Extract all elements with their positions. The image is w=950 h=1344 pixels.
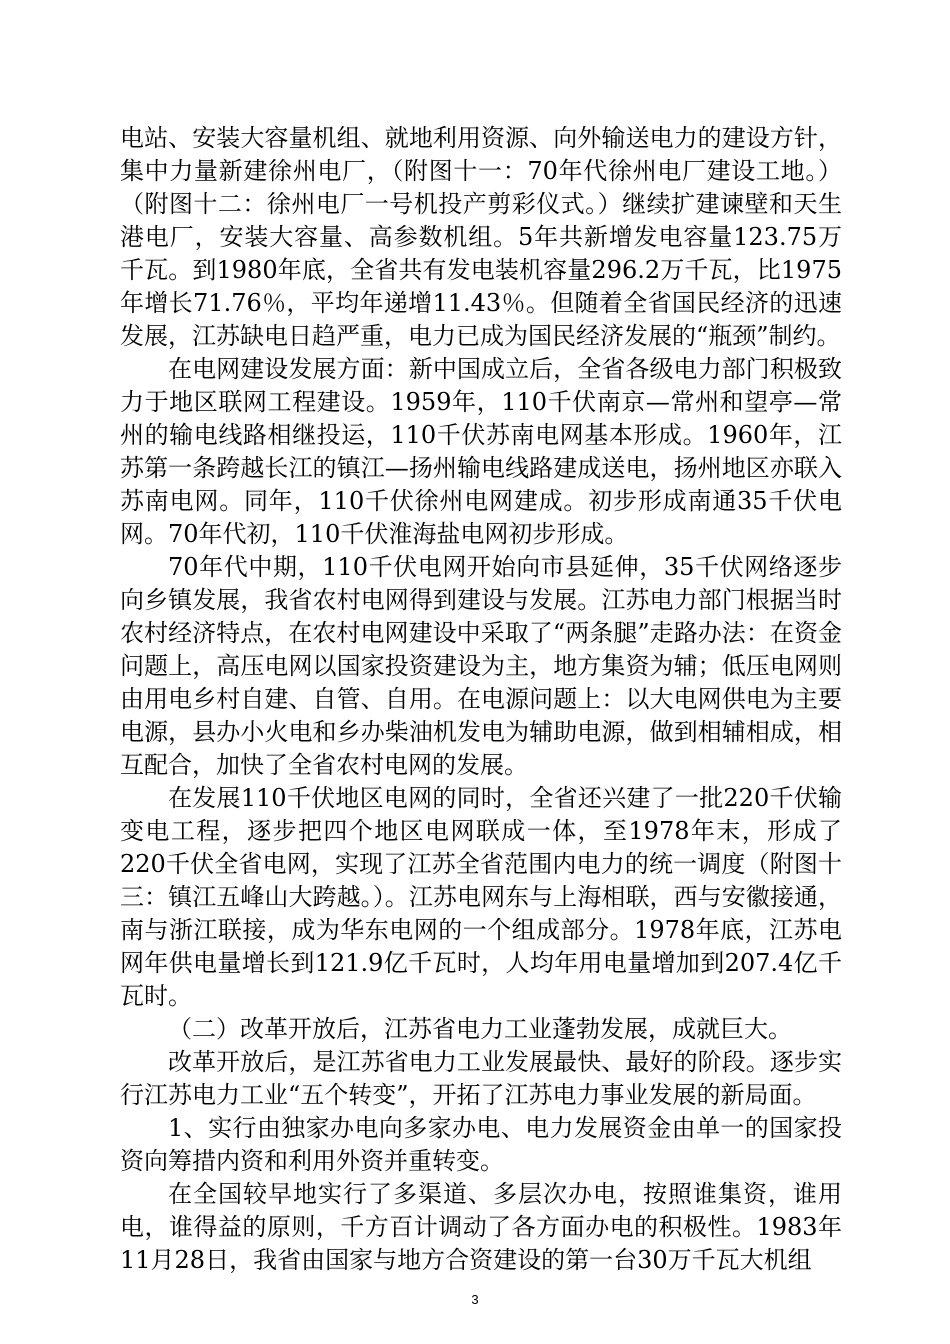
paragraph-grid-construction: 在电网建设发展方面：新中国成立后，全省各级电力部门积极致力于地区联网工程建设。1959年，110千伏南京—常州和望亭—常州的输电线路相继投运，110千伏苏南电网基本形成。1960年，江苏第一条跨越长江的镇江—扬州输电线路建成送电，扬州地区亦联入苏南电网。同年，110千伏徐州电网建成。初步形成南通35千伏电网。70年代初，110千伏淮海盐电网初步形成。 [120,355,842,548]
document-body [120,122,842,1277]
page-number: 3 [471,1292,479,1307]
paragraph-multi-channel: 在全国较早地实行了多渠道、多层次办电，按照谁集资，谁用电，谁得益的原则，千方百计调动了各方面办电的积极性。1983年11月28日，我省由国家与地方合资建设的第一台30万千瓦大机组 [120,1180,842,1274]
section-heading-reform: （二）改革开放后，江苏省电力工业蓬勃发展，成就巨大。 [168,1015,792,1043]
paragraph-reform-intro: 改革开放后，是江苏省电力工业发展最快、最好的阶段。逐步实行江苏电力工业“五个转变”，开拓了江苏电力事业发展的新局面。 [120,1048,842,1109]
paragraph-continuation: 电站、安装大容量机组、就地利用资源、向外输送电力的建设方针，集中力量新建徐州电厂，（附图十一：70年代徐州电厂建设工地。）（附图十二：徐州电厂一号机投产剪彩仪式。）继续扩建谏壁和天生港电厂，安装大容量、高参数机组。5年共新增发电容量123.75万千瓦。到1980年底，全省共有发电装机容量296.2万千瓦，比1975年增长71.76％，平均年递增11.43％。但随着全省国民经济的迅速发展，江苏缺电日趋严重，电力已成为国民经济发展的“瓶颈”制约。 [120,124,842,350]
paragraph-rural-grid: 70年代中期，110千伏电网开始向市县延伸，35千伏网络逐步向乡镇发展，我省农村电网得到建设与发展。江苏电力部门根据当时农村经济特点，在农村电网建设中采取了“两条腿”走路办法：在资金问题上，高压电网以国家投资建设为主，地方集资为辅；低压电网则由用电乡村自建、自管、自用。在电源问题上：以大电网供电为主要电源，县办小火电和乡办柴油机发电为辅助电源，做到相辅相成，相互配合，加快了全省农村电网的发展。 [120,553,842,779]
paragraph-220kv-grid: 在发展110千伏地区电网的同时，全省还兴建了一批220千伏输变电工程，逐步把四个地区电网联成一体，至1978年末，形成了220千伏全省电网，实现了江苏全省范围内电力的统一调度（附图十三：镇江五峰山大跨越。）。江苏电网东与上海相联，西与安徽接通，南与浙江联接，成为华东电网的一个组成部分。1978年底，江苏电网年供电量增长到121.9亿千瓦时，人均年用电量增加到207.4亿千瓦时。 [120,784,842,1010]
subheading-investment-shift: 1、实行由独家办电向多家办电、电力发展资金由单一的国家投资向筹措内资和利用外资并重转变。 [120,1114,842,1175]
